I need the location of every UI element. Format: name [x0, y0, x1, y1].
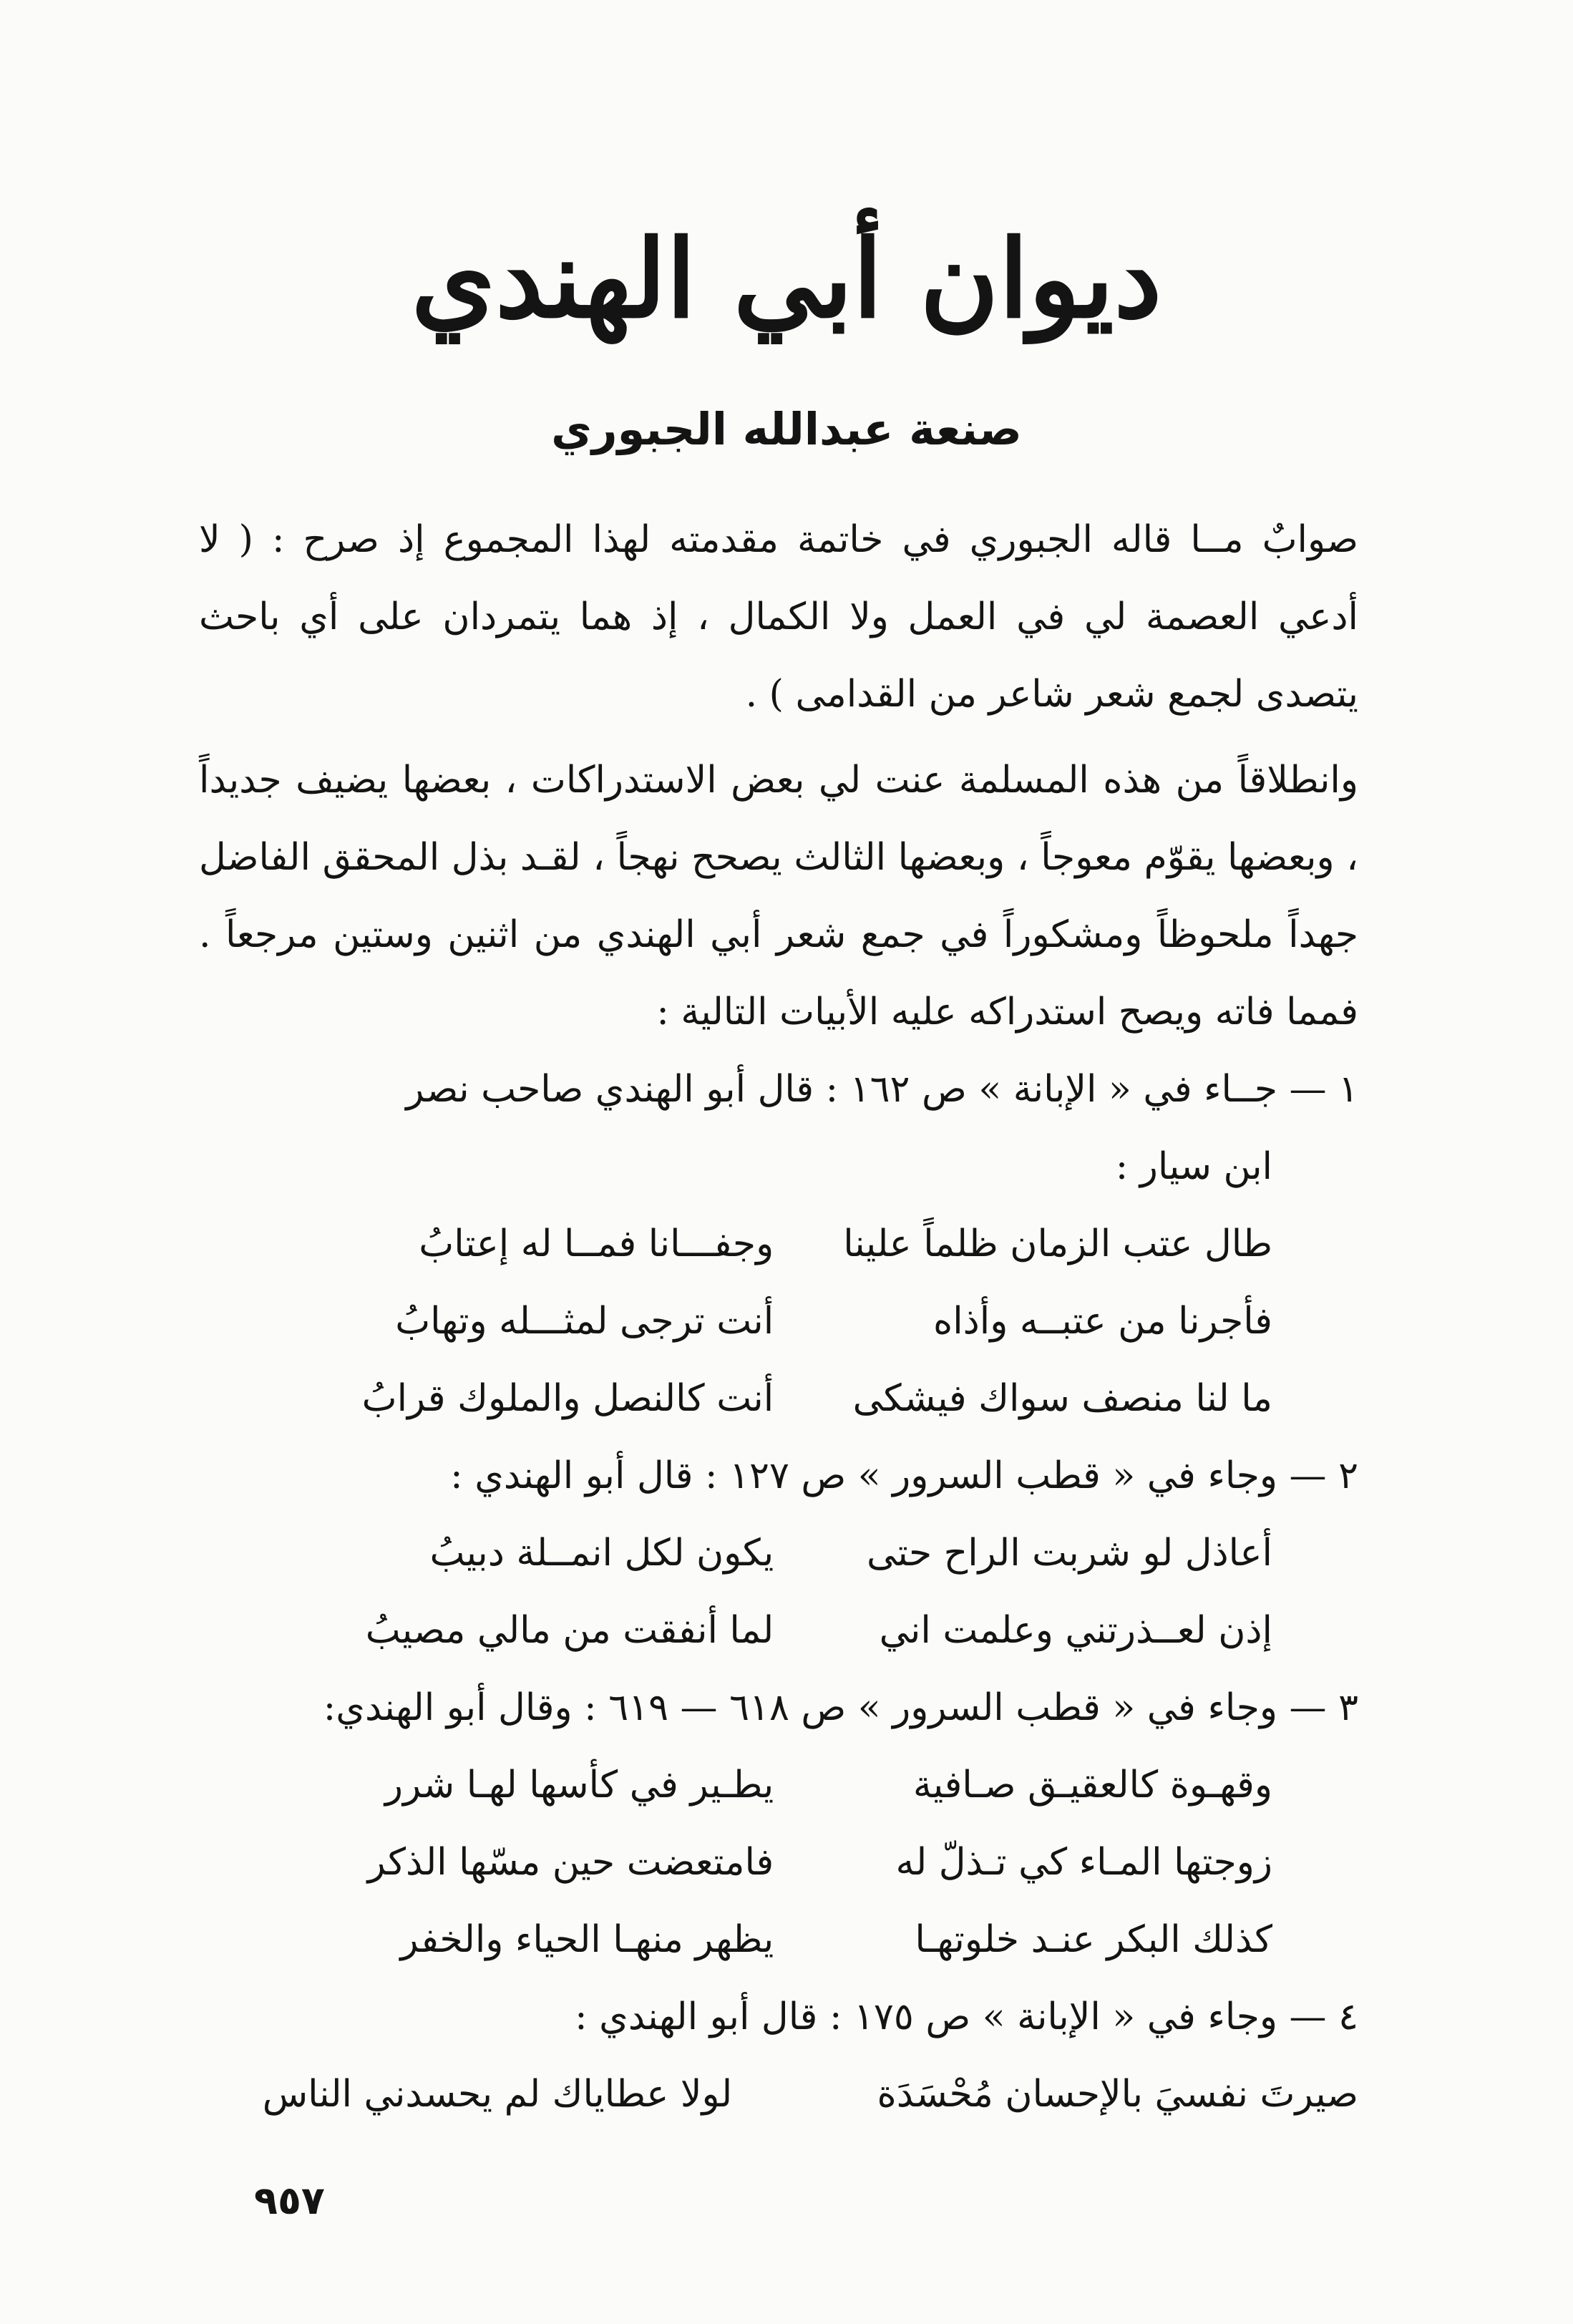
verse-line	[313, 1901, 1272, 1978]
page-body	[199, 501, 1358, 2133]
verse-second-hemistich: أنت ترجى لمثـــله وتهابُ	[395, 1300, 774, 1343]
page-subtitle: صنعة عبدالله الجبوري	[551, 403, 1022, 455]
entry-2	[199, 1437, 1358, 1669]
verse-line	[313, 1746, 1272, 1824]
verse-line	[199, 2056, 1358, 2133]
entry-1	[199, 1051, 1358, 1437]
verse-first-hemistich: إذن لعــذرتني وعلمت اني	[879, 1609, 1272, 1652]
verse-line	[313, 1205, 1272, 1283]
verse-block	[199, 2056, 1358, 2133]
verse-second-hemistich: يكون لكل انمــلة دبيبُ	[429, 1532, 774, 1575]
verse-first-hemistich: ما لنا منصف سواك فيشكى	[852, 1377, 1272, 1420]
verse-first-hemistich: وقهـوة كالعقيـق صـافية	[912, 1764, 1272, 1807]
page-title: ديوان أبي الهندي	[411, 216, 1162, 342]
entry-heading: ١ — جــاء في « الإبانة » ص ١٦٢ : قال أبو الهندي صاحب نصر	[406, 1068, 1358, 1111]
entry-4	[199, 1978, 1358, 2133]
entry-heading-continuation: ابن سيار :	[1115, 1145, 1272, 1188]
verse-line	[313, 1360, 1272, 1437]
verse-second-hemistich: لولا عطاياك لم يحسدني الناس	[262, 2073, 733, 2116]
verse-first-hemistich: كذلك البكر عنـد خلوتهـا	[915, 1918, 1272, 1961]
verse-first-hemistich: طال عتب الزمان ظلماً علينا	[843, 1222, 1272, 1265]
entry-3	[199, 1669, 1358, 1978]
verse-first-hemistich: أعاذل لو شربت الراح حتى	[866, 1532, 1272, 1575]
verse-block	[313, 1205, 1272, 1437]
intro-paragraph: وانطلاقاً من هذه المسلمة عنت لي بعض الاستدراكات ، بعضها يضيف جديداً ، وبعضها يقوّم معوجاً ، وبعضها الثالث يصحح نهجاً ، لقـد بذل المحقق الفاضل جهداً ملحوظاً ومشكوراً في جمع شعر أبي الهندي من اثنين وستين مرجعاً . فمما فاته ويصح استدراكه عليه الأبيات التالية :	[199, 759, 1358, 1034]
verse-line	[313, 1515, 1272, 1592]
entry-heading: ٣ — وجاء في « قطب السرور » ص ٦١٨ — ٦١٩ : وقال أبو الهندي:	[323, 1686, 1358, 1729]
verse-line	[313, 1592, 1272, 1669]
verse-line	[313, 1824, 1272, 1901]
verse-block	[313, 1515, 1272, 1669]
verse-second-hemistich: يطـير في كأسها لهـا شرر	[384, 1764, 774, 1807]
page-number: ٩٥٧	[254, 2178, 325, 2223]
verse-first-hemistich: فأجرنا من عتبــه وأذاه	[932, 1300, 1272, 1343]
intro-paragraph: صوابٌ مــا قاله الجبوري في خاتمة مقدمته لهذا المجموع إذ صرح : ( لا أدعي العصمة لي في العمل ولا الكمال ، إذ هما يتمردان على أي باحث يتصدى لجمع شعر شاعر من القدامى ) .	[199, 518, 1358, 716]
verse-line	[313, 1283, 1272, 1360]
verse-second-hemistich: يظهر منهـا الحياء والخفر	[400, 1918, 774, 1961]
verse-block	[313, 1746, 1272, 1978]
verse-second-hemistich: لما أنفقت من مالي مصيبُ	[365, 1609, 774, 1652]
verse-second-hemistich: أنت كالنصل والملوك قرابُ	[361, 1377, 774, 1420]
verse-first-hemistich: زوجتها المـاء كي تـذلّ له	[895, 1841, 1272, 1884]
entry-heading: ٢ — وجاء في « قطب السرور » ص ١٢٧ : قال أبو الهندي :	[450, 1454, 1358, 1497]
verse-first-hemistich: صيرتَ نفسيَ بالإحسان مُحْسَدَة	[877, 2073, 1358, 2116]
entry-heading: ٤ — وجاء في « الإبانة » ص ١٧٥ : قال أبو الهندي :	[575, 1995, 1358, 2038]
verse-second-hemistich: وجفـــانا فمــا له إعتابُ	[419, 1222, 774, 1265]
verse-second-hemistich: فامتعضت حين مسّها الذكر	[367, 1841, 774, 1884]
